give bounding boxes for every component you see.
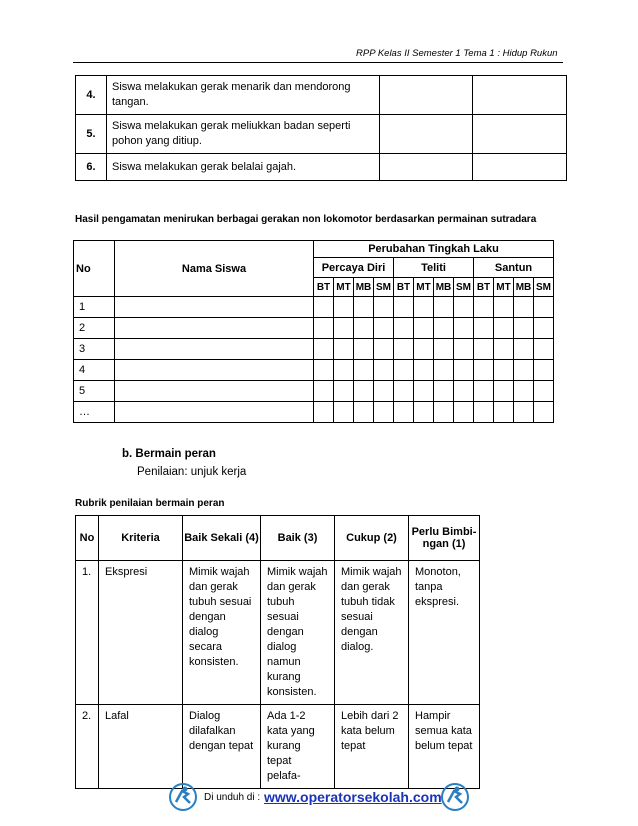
empty-cell xyxy=(394,402,414,423)
table-row xyxy=(74,381,554,402)
table-row xyxy=(74,360,554,381)
empty-cell xyxy=(514,318,534,339)
empty-cell xyxy=(514,360,534,381)
empty-cell xyxy=(334,381,354,402)
empty-cell xyxy=(314,339,334,360)
empty-cell xyxy=(414,360,434,381)
rubric-header: Kriteria xyxy=(99,516,183,561)
observation-title: Hasil pengamatan menirukan berbagai gerakan non lokomotor berdasarkan permainan sutradara xyxy=(75,214,537,225)
rubric-cell: Dialog dilafalkan dengan tepat xyxy=(183,705,261,789)
scale-header: SM xyxy=(534,278,554,297)
empty-cell xyxy=(354,402,374,423)
empty-cell xyxy=(534,339,554,360)
table-row xyxy=(74,339,554,360)
empty-cell xyxy=(454,318,474,339)
empty-cell xyxy=(374,360,394,381)
empty-cell xyxy=(494,318,514,339)
rubric-header: Cukup (2) xyxy=(335,516,409,561)
empty-cell xyxy=(414,339,434,360)
empty-cell xyxy=(394,297,414,318)
empty-cell xyxy=(514,297,534,318)
school-logo-icon xyxy=(440,782,470,812)
col-no-header: No xyxy=(74,241,115,297)
empty-cell xyxy=(534,381,554,402)
empty-cell xyxy=(374,339,394,360)
empty-cell xyxy=(434,360,454,381)
empty-cell xyxy=(314,381,334,402)
empty-cell xyxy=(473,76,567,115)
empty-cell xyxy=(494,360,514,381)
page-footer xyxy=(0,788,638,812)
empty-cell xyxy=(115,297,314,318)
empty-cell xyxy=(494,402,514,423)
empty-cell xyxy=(514,381,534,402)
empty-cell xyxy=(454,360,474,381)
row-number: 1 xyxy=(74,297,115,318)
empty-cell xyxy=(115,381,314,402)
rubric-cell: Ada 1-2 kata yang kurang tepat pelafa- xyxy=(261,705,335,789)
empty-cell xyxy=(474,318,494,339)
empty-cell xyxy=(434,381,454,402)
table-row xyxy=(76,561,480,705)
group-santun: Santun xyxy=(474,258,554,278)
empty-cell xyxy=(115,402,314,423)
group-teliti: Teliti xyxy=(394,258,474,278)
row-description: Siswa melakukan gerak menarik dan mendorong tangan. xyxy=(107,76,380,115)
scale-header: BT xyxy=(314,278,334,297)
empty-cell xyxy=(394,360,414,381)
rubric-cell: Mimik wajah dan gerak tubuh sesuai dengan dialog secara konsisten. xyxy=(183,561,261,705)
page-header: RPP Kelas II Semester 1 Tema 1 : Hidup Rukun xyxy=(356,48,558,59)
empty-cell xyxy=(334,402,354,423)
empty-cell xyxy=(314,318,334,339)
section-b-subtext: Penilaian: unjuk kerja xyxy=(137,466,247,478)
empty-cell xyxy=(454,339,474,360)
rubric-cell: Mimik wajah dan gerak tubuh tidak sesuai dengan dialog. xyxy=(335,561,409,705)
empty-cell xyxy=(473,115,567,154)
row-number: 2 xyxy=(74,318,115,339)
scale-header: MB xyxy=(354,278,374,297)
empty-cell xyxy=(374,381,394,402)
empty-cell xyxy=(354,318,374,339)
empty-cell xyxy=(534,297,554,318)
empty-cell xyxy=(354,339,374,360)
empty-cell xyxy=(115,360,314,381)
empty-cell xyxy=(473,154,567,181)
empty-cell xyxy=(374,402,394,423)
table-row xyxy=(76,705,480,789)
rubric-cell: Ekspresi xyxy=(99,561,183,705)
observation-table xyxy=(73,240,554,423)
activity-table xyxy=(75,75,567,181)
empty-cell xyxy=(474,339,494,360)
empty-cell xyxy=(454,381,474,402)
footer-link[interactable]: www.operatorsekolah.com xyxy=(264,789,442,805)
empty-cell xyxy=(494,381,514,402)
empty-cell xyxy=(334,360,354,381)
empty-cell xyxy=(374,318,394,339)
empty-cell xyxy=(314,360,334,381)
row-number: 4 xyxy=(74,360,115,381)
empty-cell xyxy=(434,297,454,318)
rubric-header: Baik Sekali (4) xyxy=(183,516,261,561)
empty-cell xyxy=(454,402,474,423)
empty-cell xyxy=(434,339,454,360)
rubric-header: Baik (3) xyxy=(261,516,335,561)
table-row xyxy=(76,154,567,181)
row-number: 6. xyxy=(76,154,107,181)
scale-header: MT xyxy=(334,278,354,297)
footer-prefix: Di unduh di : xyxy=(204,792,261,803)
empty-cell xyxy=(354,381,374,402)
empty-cell xyxy=(534,360,554,381)
table-row xyxy=(74,402,554,423)
scale-header: MT xyxy=(494,278,514,297)
empty-cell xyxy=(314,402,334,423)
empty-cell xyxy=(115,318,314,339)
row-number: 4. xyxy=(76,76,107,115)
rubric-header: Perlu Bimbi- ngan (1) xyxy=(409,516,480,561)
col-name-header: Nama Siswa xyxy=(115,241,314,297)
rubric-cell: Monoton, tanpa ekspresi. xyxy=(409,561,480,705)
table-row xyxy=(74,318,554,339)
empty-cell xyxy=(380,154,473,181)
rubric-cell: 1. xyxy=(76,561,99,705)
empty-cell xyxy=(115,339,314,360)
rubric-cell: Hampir semua kata belum tepat xyxy=(409,705,480,789)
empty-cell xyxy=(414,402,434,423)
empty-cell xyxy=(534,402,554,423)
scale-header: MT xyxy=(414,278,434,297)
empty-cell xyxy=(380,115,473,154)
header-divider xyxy=(73,62,563,63)
row-description: Siswa melakukan gerak meliukkan badan seperti pohon yang ditiup. xyxy=(107,115,380,154)
scale-header: BT xyxy=(394,278,414,297)
empty-cell xyxy=(394,339,414,360)
empty-cell xyxy=(334,297,354,318)
empty-cell xyxy=(314,297,334,318)
empty-cell xyxy=(494,297,514,318)
scale-header: SM xyxy=(454,278,474,297)
group-header: Perubahan Tingkah Laku xyxy=(314,241,554,258)
empty-cell xyxy=(494,339,514,360)
rubric-table xyxy=(75,515,480,789)
empty-cell xyxy=(434,402,454,423)
empty-cell xyxy=(534,318,554,339)
empty-cell xyxy=(394,381,414,402)
empty-cell xyxy=(414,318,434,339)
empty-cell xyxy=(474,360,494,381)
scale-header: MB xyxy=(434,278,454,297)
empty-cell xyxy=(514,402,534,423)
rubric-title: Rubrik penilaian bermain peran xyxy=(75,498,225,509)
empty-cell xyxy=(394,318,414,339)
empty-cell xyxy=(354,297,374,318)
empty-cell xyxy=(334,318,354,339)
school-logo-icon xyxy=(168,782,198,812)
row-description: Siswa melakukan gerak belalai gajah. xyxy=(107,154,380,181)
empty-cell xyxy=(474,381,494,402)
table-row xyxy=(76,115,567,154)
section-b-heading: b. Bermain peran xyxy=(122,448,216,460)
row-number: … xyxy=(74,402,115,423)
scale-header: SM xyxy=(374,278,394,297)
empty-cell xyxy=(474,297,494,318)
rubric-header: No xyxy=(76,516,99,561)
group-percaya-diri: Percaya Diri xyxy=(314,258,394,278)
table-row xyxy=(74,297,554,318)
row-number: 5 xyxy=(74,381,115,402)
empty-cell xyxy=(454,297,474,318)
table-row xyxy=(76,76,567,115)
empty-cell xyxy=(334,339,354,360)
scale-header: BT xyxy=(474,278,494,297)
empty-cell xyxy=(414,297,434,318)
empty-cell xyxy=(414,381,434,402)
rubric-cell: Lebih dari 2 kata belum tepat xyxy=(335,705,409,789)
rubric-cell: Lafal xyxy=(99,705,183,789)
row-number: 5. xyxy=(76,115,107,154)
empty-cell xyxy=(374,297,394,318)
empty-cell xyxy=(434,318,454,339)
empty-cell xyxy=(354,360,374,381)
empty-cell xyxy=(514,339,534,360)
scale-header: MB xyxy=(514,278,534,297)
empty-cell xyxy=(380,76,473,115)
row-number: 3 xyxy=(74,339,115,360)
empty-cell xyxy=(474,402,494,423)
rubric-cell: 2. xyxy=(76,705,99,789)
rubric-cell: Mimik wajah dan gerak tubuh sesuai dengan dialog namun kurang konsisten. xyxy=(261,561,335,705)
